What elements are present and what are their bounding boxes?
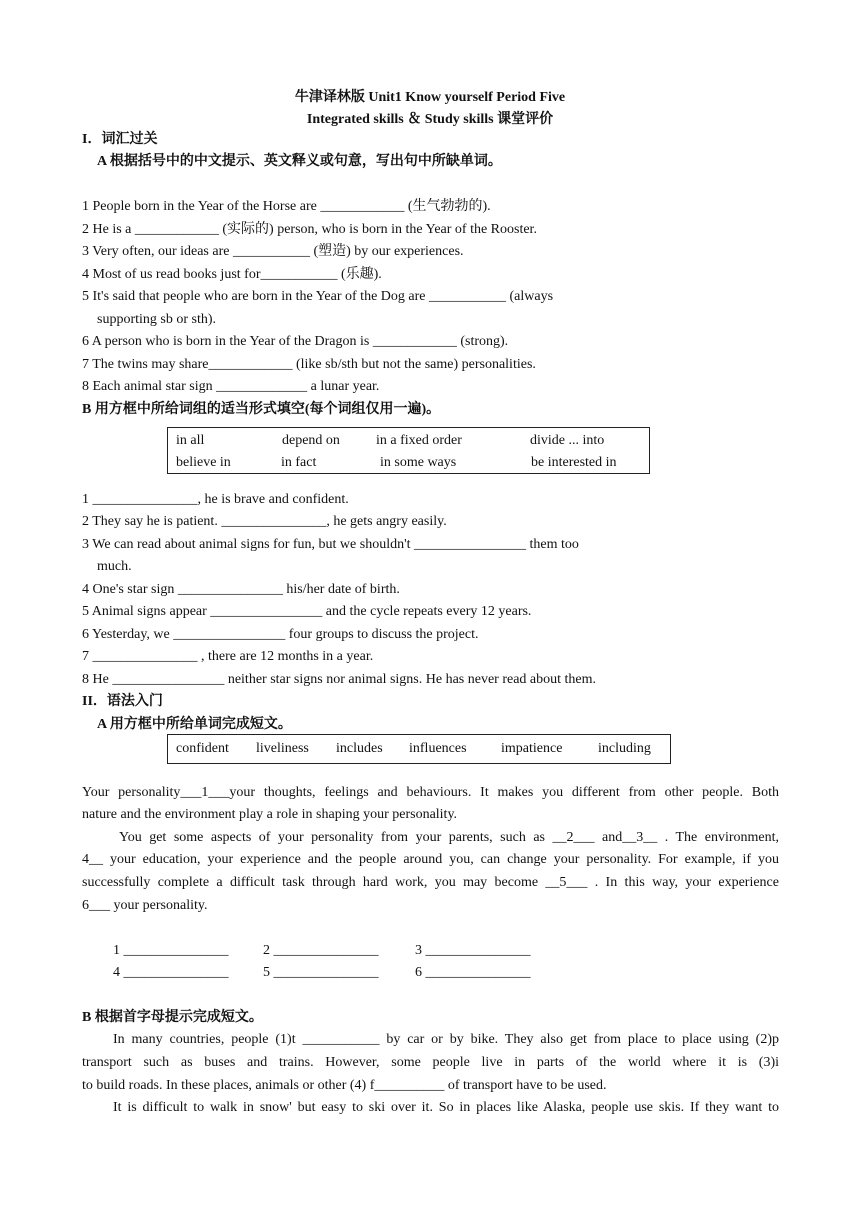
phrase-in-some-ways: in some ways [380,455,457,470]
title-line-1: 牛津译林版 Unit1 Know yourself Period Five [294,90,566,105]
passage-line-2: nature and the environment play a role in shaping your personality. [82,807,458,822]
section-2b-instruction: B 根据首字母提示完成短文。 [82,1010,263,1025]
phrase-item-5: 5 Animal signs appear ________________ and the cycle repeats every 12 years. [82,604,532,619]
vocab-item-8: 8 Each animal star sign _____________ a lunar year. [82,379,380,394]
phrase-item-6: 6 Yesterday, we ________________ four groups to discuss the project. [82,627,479,642]
word-liveliness: liveliness [256,741,309,756]
word-including: including [598,741,651,756]
section-2a-instruction: A 用方框中所给单词完成短文。 [97,717,292,732]
phrase-item-3-continued: much. [97,559,132,574]
answer-blank-1[interactable]: 1 _______________ [113,943,229,958]
section-1b-instruction: B 用方框中所给词组的适当形式填空(每个词组仅用一遍)。 [82,402,441,417]
phrase-divide-into: divide ... into [530,433,605,448]
vocab-item-3: 3 Very often, our ideas are ___________ (塑造) by our experiences. [82,244,464,259]
section-2-heading: II．语法入门 [82,694,163,709]
vocab-item-6: 6 A person who is born in the Year of the Dragon is ____________ (strong). [82,334,509,349]
passage-line-4: 4__ your education, your experience and the people around you, can change your personality. For example, if you [82,852,779,867]
answer-blank-3[interactable]: 3 _______________ [415,943,531,958]
word-impatience: impatience [501,741,563,756]
vocab-item-1: 1 People born in the Year of the Horse are ____________ (生气勃勃的). [82,199,491,214]
phrase-item-4: 4 One's star sign _______________ his/her date of birth. [82,582,400,597]
phrase-depend-on: depend on [282,433,340,448]
vocab-item-5: 5 It's said that people who are born in the Year of the Dog are ___________ (always [82,289,554,304]
phrase-item-8: 8 He ________________ neither star signs nor animal signs. He has never read about them. [82,672,597,687]
phrase-item-3: 3 We can read about animal signs for fun, but we shouldn't ________________ them too [82,537,579,552]
phrase-believe-in: believe in [176,455,231,470]
phrase-box [167,427,650,474]
phrase-in-a-fixed-order: in a fixed order [376,433,462,448]
phrase-item-1: 1 _______________, he is brave and confident. [82,492,349,507]
answer-blank-2[interactable]: 2 _______________ [263,943,379,958]
passage-line-3: You get some aspects of your personality from your parents, such as __2___ and__3__ . The environment, [119,830,779,845]
passage-b-line-4: It is difficult to walk in snow' but easy to ski over it. So in places like Alaska, people use skis. If they want to [113,1100,779,1115]
section-1a-instruction: A 根据括号中的中文提示、英文释义或句意，写出句中所缺单词。 [97,154,502,169]
word-box [167,734,671,764]
vocab-item-5-continued: supporting sb or sth). [97,312,216,327]
section-1-heading: I．词汇过关 [82,132,158,147]
passage-b-line-1: In many countries, people (1)t ___________ by car or by bike. They also get from place to place using (2)p [113,1032,779,1047]
passage-line-6: 6___ your personality. [82,898,208,913]
word-confident: confident [176,741,229,756]
phrase-item-7: 7 _______________ , there are 12 months in a year. [82,649,374,664]
answer-blank-6[interactable]: 6 _______________ [415,965,531,980]
passage-line-1: Your personality___1___your thoughts, feelings and behaviours. It makes you different from other people. Both [82,785,779,800]
vocab-item-4: 4 Most of us read books just for___________ (乐趣). [82,267,382,282]
answer-blank-4[interactable]: 4 _______________ [113,965,229,980]
passage-b-line-3: to build roads. In these places, animals or other (4) f__________ of transport have to be used. [82,1078,607,1093]
passage-line-5: successfully complete a difficult task through hard work, you may become __5___ . In this way, your experience [82,875,779,890]
title-line-2: Integrated skills ＆ Study skills 课堂评价 [306,112,554,127]
phrase-in-all: in all [176,433,205,448]
answer-blank-5[interactable]: 5 _______________ [263,965,379,980]
phrase-be-interested-in: be interested in [531,455,617,470]
word-influences: influences [409,741,467,756]
word-includes: includes [336,741,383,756]
phrase-item-2: 2 They say he is patient. _______________, he gets angry easily. [82,514,447,529]
phrase-in-fact: in fact [281,455,317,470]
vocab-item-2: 2 He is a ____________ (实际的) person, who is born in the Year of the Rooster. [82,222,537,237]
passage-b-line-2: transport such as buses and trains. However, some people live in parts of the world where it is (3)i [82,1055,779,1070]
vocab-item-7: 7 The twins may share____________ (like sb/sth but not the same) personalities. [82,357,536,372]
